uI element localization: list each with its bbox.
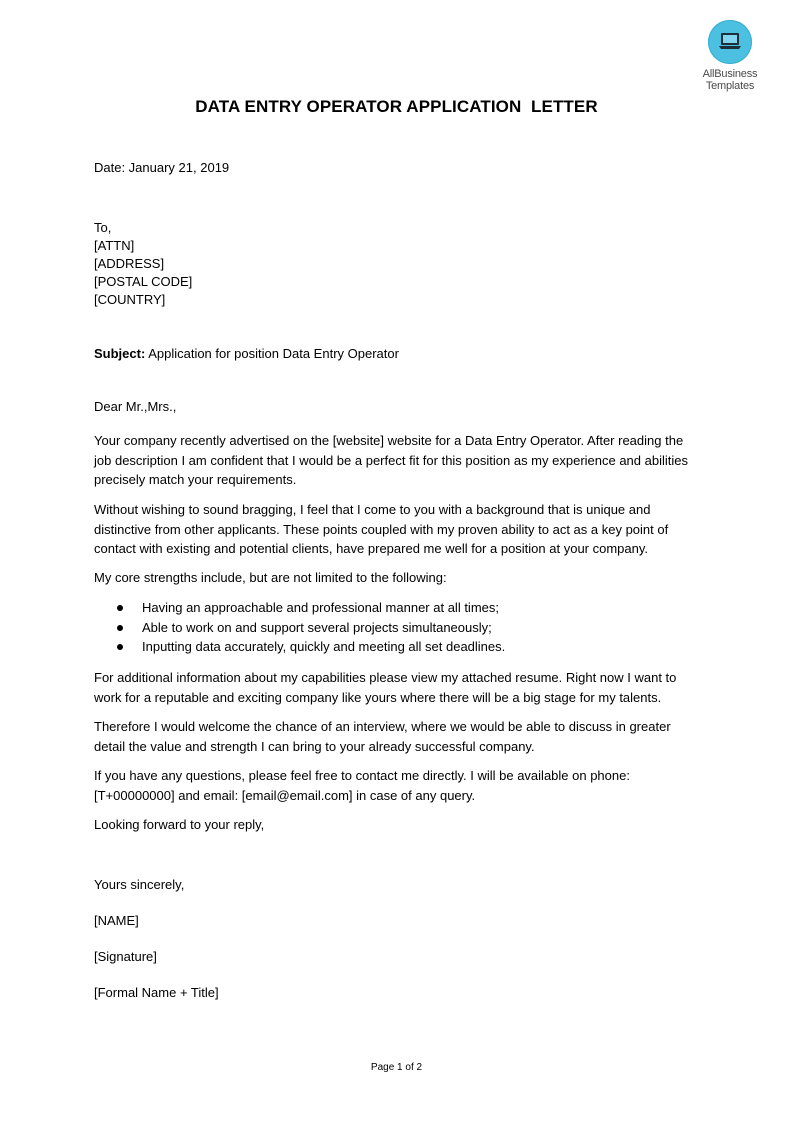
letter-date: Date: January 21, 2019 xyxy=(94,160,230,175)
address-postal-code: [POSTAL CODE] xyxy=(94,274,193,289)
salutation: Dear Mr.,Mrs., xyxy=(94,399,177,414)
page-number: Page 1 of 2 xyxy=(370,1062,423,1073)
letter-title: DATA ENTRY OPERATOR APPLICATION LETTER xyxy=(195,97,598,116)
logo-text xyxy=(690,68,770,92)
recipient-address xyxy=(94,219,192,309)
list-item xyxy=(94,637,505,657)
subject-text: Application for position Data Entry Operator xyxy=(145,346,399,361)
list-item-text: Having an approachable and professional manner at all times; xyxy=(142,600,499,615)
list-item-text: Inputting data accurately, quickly and meeting all set deadlines. xyxy=(142,639,506,654)
list-item xyxy=(94,618,505,638)
paragraph-background: Without wishing to sound bragging, I feel that I come to you with a background that is unique and distinctive from other applicants. These points coupled with my proven ability to act as a key point of contact with existing and potential clients, have prepared me well for a position at your company. xyxy=(94,502,669,556)
paragraph-intro: Your company recently advertised on the [website] website for a Data Entry Operator. After reading the job description I am confident that I would be a perfect fit for this position as my experience and abilities precisely match your requirements. xyxy=(94,433,688,487)
address-attn: [ATTN] xyxy=(94,238,135,253)
closing-phrase: Yours sincerely, xyxy=(94,877,185,892)
allbusiness-templates-logo xyxy=(690,20,770,92)
sender-signature: [Signature] xyxy=(94,949,157,964)
bullet-icon xyxy=(117,644,123,650)
paragraph-contact: If you have any questions, please feel free to contact me directly. I will be available on phone: [T+00000000] and email: [email@email.com] in case of any query. xyxy=(94,768,630,803)
subject-line xyxy=(94,345,399,363)
logo-line-2: Templates xyxy=(705,80,755,92)
sender-name: [NAME] xyxy=(94,913,139,928)
bullet-icon xyxy=(117,605,123,611)
subject-label: Subject: xyxy=(94,346,146,361)
list-item-text: Able to work on and support several projects simultaneously; xyxy=(142,619,492,635)
bullet-icon xyxy=(117,625,123,631)
paragraph-closing-line: Looking forward to your reply, xyxy=(94,817,265,832)
sender-formal-name: [Formal Name + Title] xyxy=(94,985,219,1000)
paragraph-interview: Therefore I would welcome the chance of an interview, where we would be able to discuss in greater detail the value and strength I can bring to your already successful company. xyxy=(94,719,671,754)
paragraph-strengths-intro: My core strengths include, but are not limited to the following: xyxy=(94,570,447,585)
logo-line-1: AllBusiness xyxy=(702,68,758,80)
paragraph-additional-info: For additional information about my capabilities please view my attached resume. Right now I want to work for a reputable and exciting company like yours where there will be a big stage for my talents. xyxy=(94,670,677,705)
address-to: To, xyxy=(94,220,112,235)
address-country: [COUNTRY] xyxy=(94,292,166,307)
laptop-icon xyxy=(708,20,752,64)
strengths-list xyxy=(94,598,505,657)
address-street: [ADDRESS] xyxy=(94,256,165,271)
list-item xyxy=(94,598,505,618)
